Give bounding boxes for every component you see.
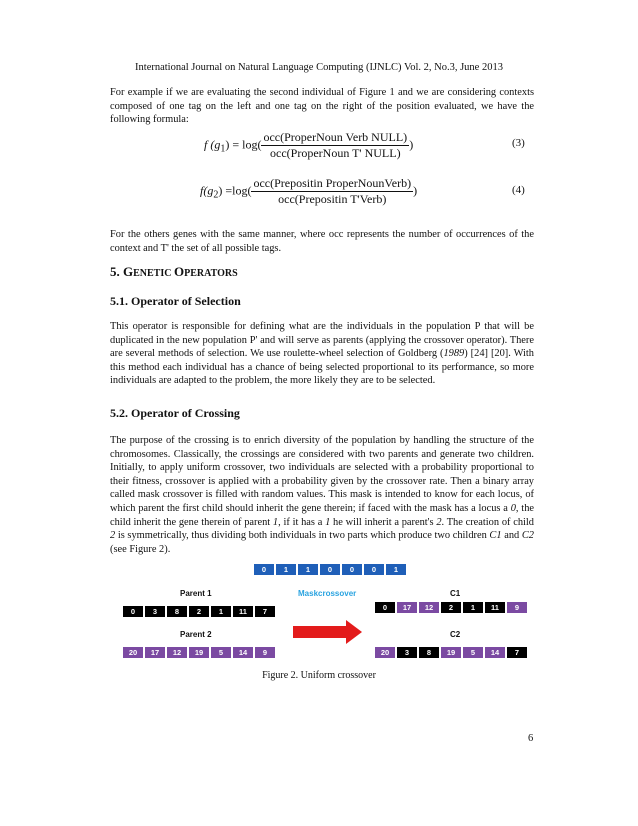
eq3-lhs: f (g	[204, 137, 221, 152]
crossing-text-o: (see Figure 2).	[110, 543, 171, 555]
c2-cell: 20	[375, 647, 395, 658]
equation-3	[204, 130, 413, 161]
c1-cell: 12	[419, 602, 439, 613]
crossing-italic-j: 2	[110, 530, 116, 542]
crossing-italic-h: 2	[436, 516, 442, 528]
parent2-cell: 12	[167, 647, 187, 658]
parent1-label: Parent 1	[180, 589, 212, 598]
parent1-cell: 8	[167, 606, 187, 617]
crossing-italic-d: 1	[272, 516, 279, 528]
mask-cell: 1	[386, 564, 406, 575]
after-equation-paragraph: For the others genes with the same manner, where occ represents the number of occurrences of the context and T' the set of all possible tags.	[110, 229, 534, 254]
parent2-cell: 17	[145, 647, 165, 658]
arrow-icon	[346, 620, 362, 644]
parent1-cell: 2	[189, 606, 209, 617]
parent2-cell: 5	[211, 647, 231, 658]
subsection-5-1-heading: 5.1. Operator of Selection	[110, 294, 241, 308]
mask-cell: 0	[320, 564, 340, 575]
crossing-italic-b: 0	[510, 502, 516, 514]
parent1-cell: 1	[211, 606, 231, 617]
selection-text-1: This operator is responsible for defining what are the individuals in the population P that will be duplicated in the new population P' and will serve as parents (applying the crossover operator). There are several methods of selection. We use roulette-wheel selection of Goldberg (	[110, 321, 534, 360]
c2-cell: 19	[441, 647, 461, 658]
eq3-close: )	[409, 137, 414, 152]
crossing-text-e: , if it has a	[278, 516, 326, 528]
selection-paragraph	[110, 320, 534, 388]
eq4-numerator: occ(Prepositin ProperNounVerb)	[253, 176, 412, 190]
intro-paragraph: For example if we are evaluating the second individual of Figure 1 and we are considering contexts composed of one tag on the left and one tag on the right of the position evaluated, we have the following formula:	[110, 87, 534, 126]
section-5-word2-first: O	[173, 264, 185, 279]
mask-label: Maskcrossover	[298, 589, 357, 598]
mask-cell: 0	[342, 564, 362, 575]
crossing-text-g: he will inherit a parent's	[330, 516, 437, 528]
eq3-numerator: occ(ProperNoun Verb NULL)	[263, 130, 408, 144]
c1-cell: 17	[397, 602, 417, 613]
eq3-fraction	[261, 130, 409, 161]
eq4-lhs-sub: 2	[213, 189, 219, 201]
parent1-cell: 3	[145, 606, 165, 617]
selection-text-2: ) [24] [20]. With this method each individual has a chance of being selected proportional to its performance, so more individuals are adapted to the problem, the more likely they are to be selected.	[110, 348, 534, 387]
parent1-cell: 7	[255, 606, 275, 617]
subsection-5-2-heading: 5.2. Operator of Crossing	[110, 406, 240, 420]
c2-cell: 8	[419, 647, 439, 658]
crossing-text-k: is symmetrically, thus dividing both individuals in two parts which produce two children	[115, 530, 490, 542]
eq4-fraction	[251, 176, 413, 207]
c2-cell: 7	[507, 647, 527, 658]
section-5-word2-rest: PERATORS	[184, 268, 238, 279]
uniform-crossover-figure	[120, 560, 532, 664]
eq3-lhs-rest: ) = log(	[225, 137, 262, 152]
section-5-heading	[110, 264, 238, 280]
parent2-cell: 20	[123, 647, 143, 658]
parent1-cell: 11	[233, 606, 253, 617]
crossing-text-i: . The creation of child	[441, 516, 534, 528]
equation-3-number: (3)	[512, 137, 525, 149]
page-number: 6	[528, 733, 534, 744]
eq4-lhs: f(g	[200, 183, 214, 198]
crossing-text-c: , the child inherit the gene therein of parent	[110, 502, 535, 528]
c2-cell: 14	[485, 647, 505, 658]
arrow-body	[293, 626, 347, 638]
c1-cell: 11	[485, 602, 505, 613]
parent2-label: Parent 2	[180, 630, 212, 639]
equation-4	[200, 176, 417, 207]
parent2-cell: 19	[189, 647, 209, 658]
equation-4-number: (4)	[512, 184, 525, 196]
c2-cell: 5	[463, 647, 483, 658]
eq4-lhs-rest: ) =log(	[218, 183, 252, 198]
parent2-cell: 9	[255, 647, 275, 658]
mask-cell: 1	[298, 564, 318, 575]
parent2-cell: 14	[233, 647, 253, 658]
c2-label: C2	[450, 630, 461, 639]
crossing-text-a: The purpose of the crossing is to enrich diversity of the population by handling the structure of the chromosomes. Classically, the crossings are considered with two parents and generate two children. Initially, to apply uniform crossover, two individuals are selected with a probability proportional to their fitness, crossover is applied with a probability given by the crossover rate. Then a binary array called mask crossover is filled with random values. This mask is intended to know for each locus, of which parent the first child should inherit the gene therein; if faced with the mask has a locus a	[110, 435, 534, 514]
c1-cell: 2	[441, 602, 461, 613]
eq3-denominator: occ(ProperNoun T' NULL)	[270, 146, 401, 160]
section-5-word1-rest: ENETIC	[133, 268, 174, 279]
c1-cell: 9	[507, 602, 527, 613]
c1-cell: 1	[463, 602, 483, 613]
selection-year: 1989	[443, 348, 465, 360]
crossing-italic-l: C1	[489, 530, 502, 542]
crossing-paragraph	[110, 434, 534, 556]
crossing-italic-n: C2	[521, 530, 534, 542]
parent1-cell: 0	[123, 606, 143, 617]
c2-cell: 3	[397, 647, 417, 658]
mask-cell: 0	[364, 564, 384, 575]
eq4-close: )	[413, 183, 418, 198]
figure-caption: Figure 2. Uniform crossover	[262, 670, 376, 681]
mask-cell: 0	[254, 564, 274, 575]
eq4-denominator: occ(Prepositin T'Verb)	[278, 192, 387, 206]
crossing-text-m: and	[501, 530, 522, 542]
crossing-italic-f: 1	[325, 516, 331, 528]
eq3-lhs-sub: 1	[220, 143, 226, 155]
running-header: International Journal on Natural Language Computing (IJNLC) Vol. 2, No.3, June 2013	[135, 62, 503, 73]
c1-label: C1	[450, 589, 461, 598]
section-5-number: 5. G	[110, 264, 134, 279]
mask-cell: 1	[276, 564, 296, 575]
c1-cell: 0	[375, 602, 395, 613]
